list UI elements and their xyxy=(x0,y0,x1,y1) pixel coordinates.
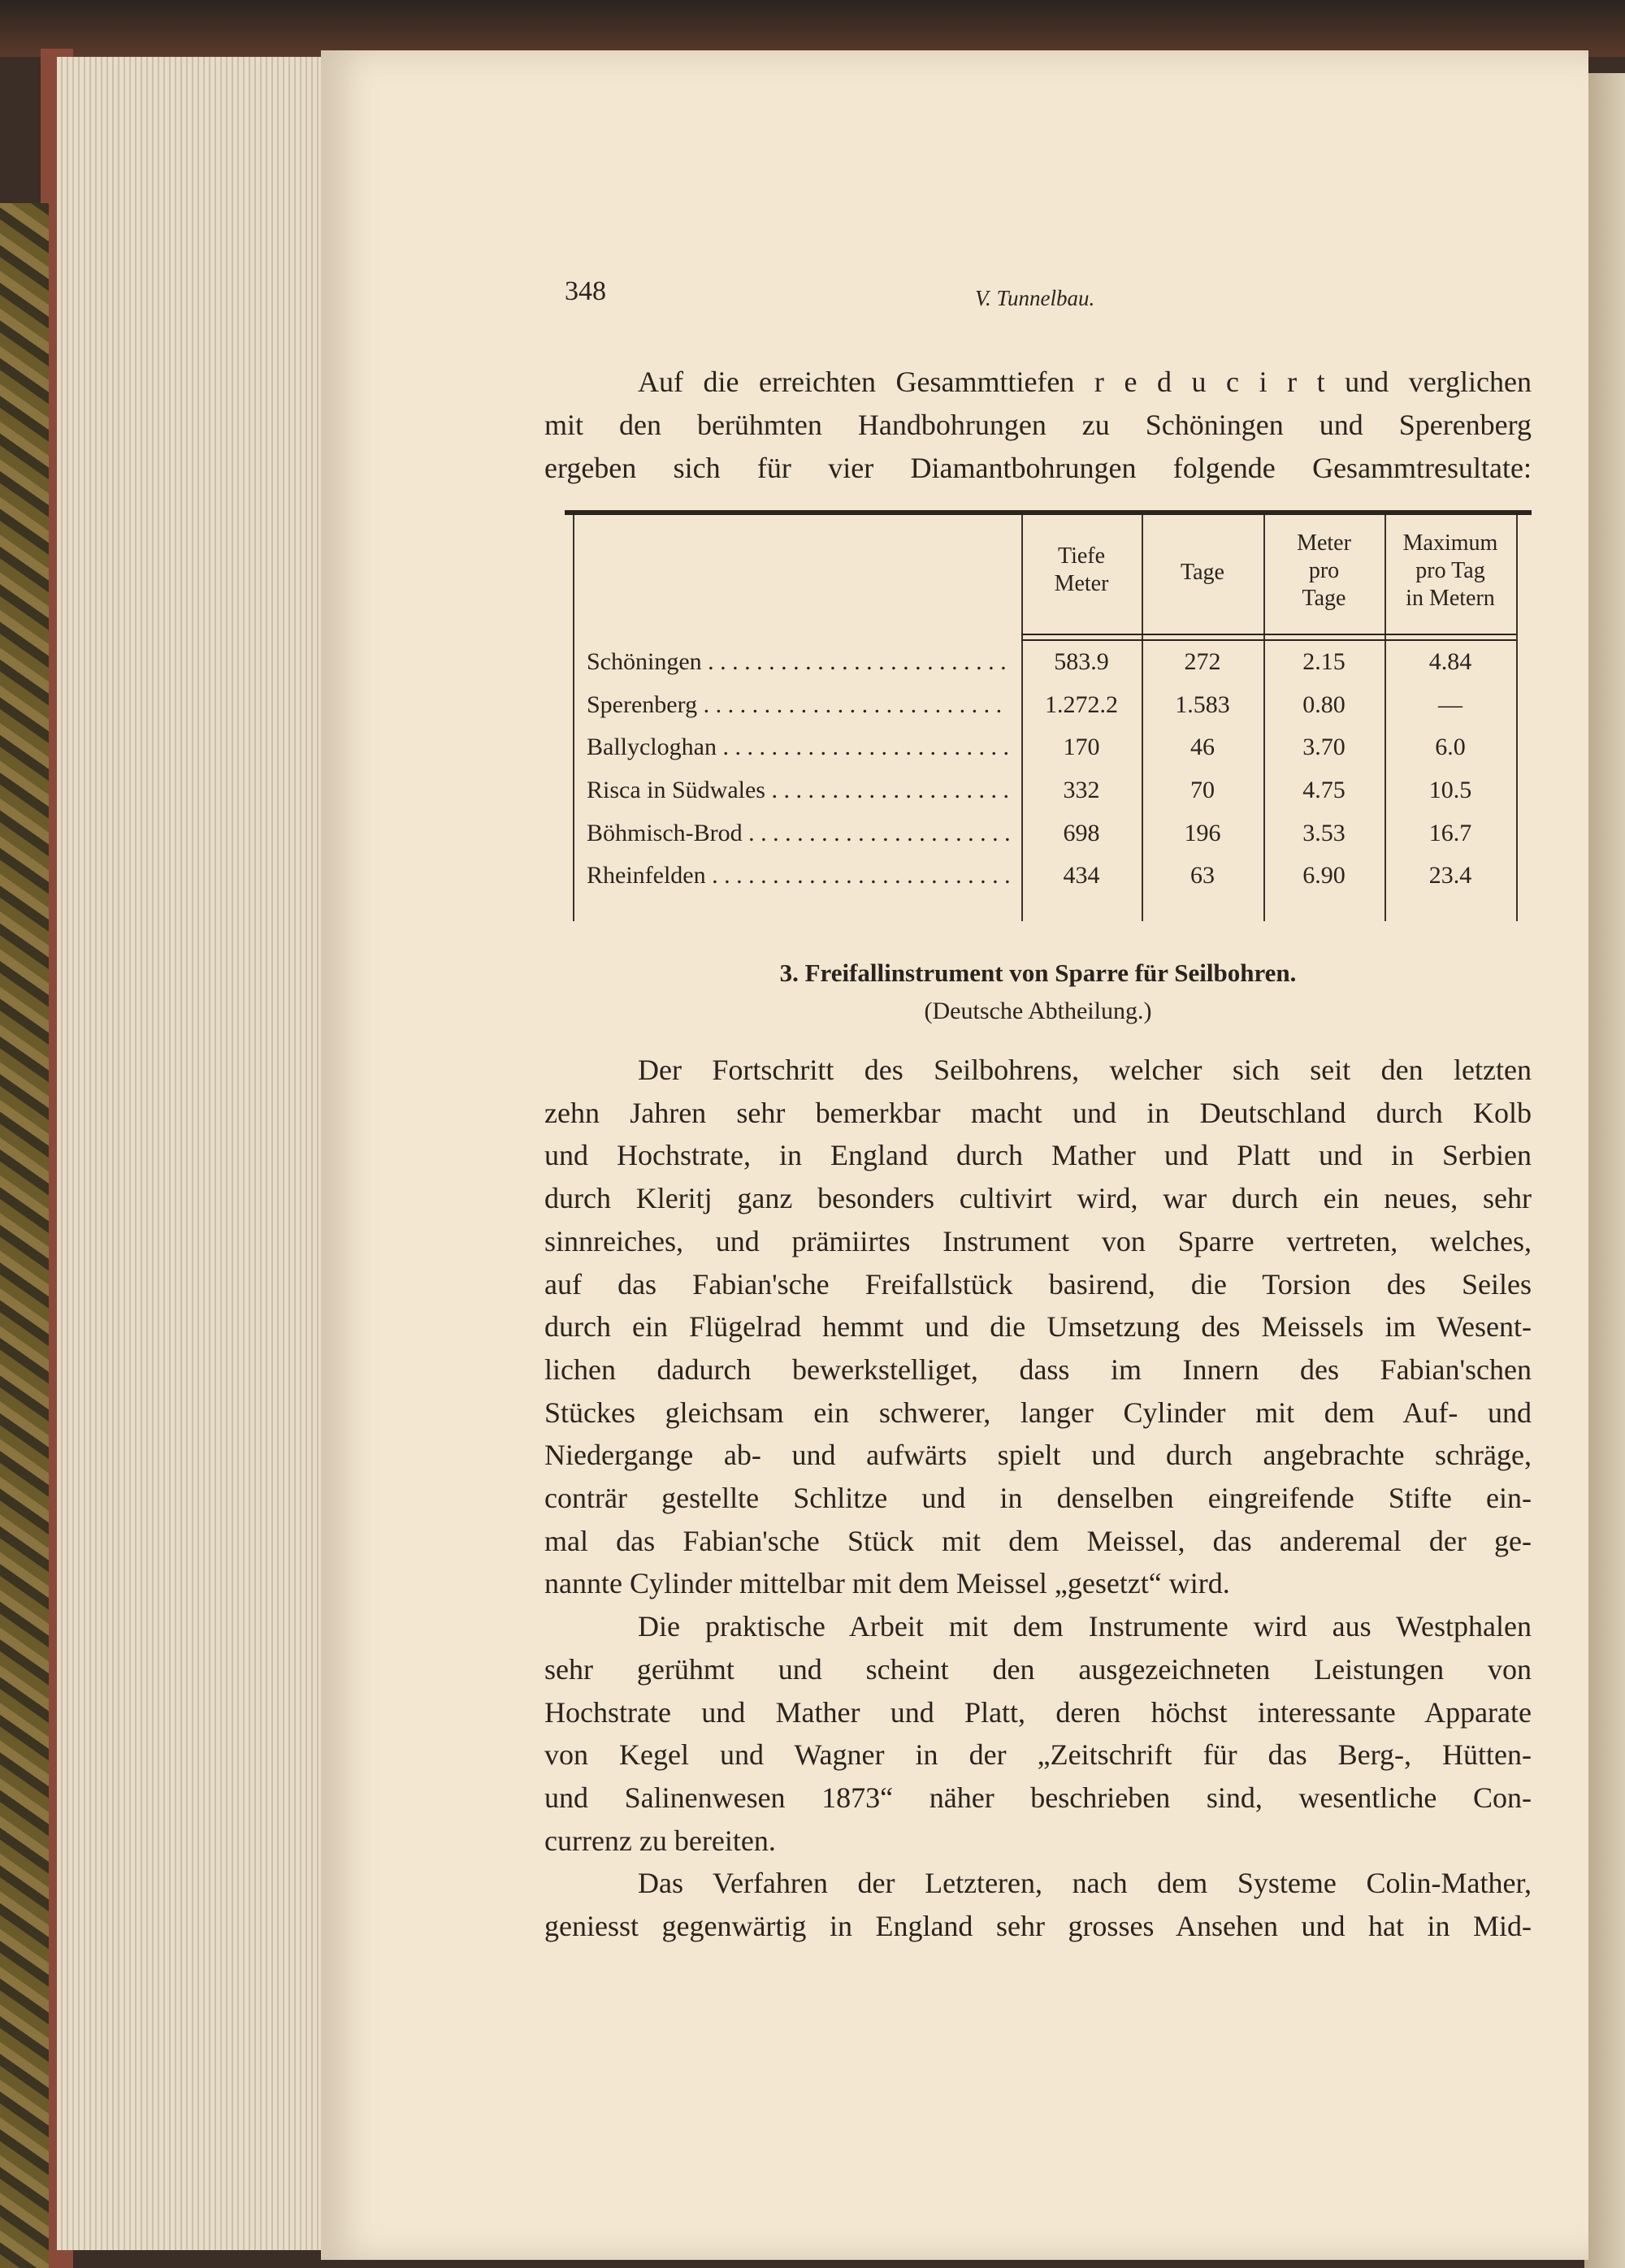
body-line: currenz zu bereiten. xyxy=(544,1824,776,1857)
body-line: Hochstrate und Mather und Platt, deren höchst interessante Apparate xyxy=(544,1695,1532,1729)
cell-maximum: 6.0 xyxy=(1435,734,1466,760)
row-name: Ballycloghan . . . xyxy=(587,731,1009,764)
cell-tage: 70 xyxy=(1190,777,1215,803)
row-name: Rheinfelden . . . xyxy=(587,859,1009,892)
cell-meter-pro-tage: 6.90 xyxy=(1302,862,1346,889)
cell-maximum: 4.84 xyxy=(1428,648,1472,675)
marbled-endpaper xyxy=(0,203,49,2268)
cell-tiefe: 583.9 xyxy=(1054,648,1109,675)
table-border xyxy=(1516,515,1518,921)
table-top-rule xyxy=(565,510,1532,515)
body-line: lichen dadurch bewerkstelliget, dass im Innern des Fabian'schen xyxy=(544,1353,1532,1386)
cell-tiefe: 170 xyxy=(1063,734,1100,760)
cell-tage: 196 xyxy=(1184,820,1221,846)
cell-meter-pro-tage: 3.70 xyxy=(1302,734,1346,760)
book-background xyxy=(0,0,1625,57)
body-line: conträr gestellte Schlitze und in denselben eingreifende Stifte ein- xyxy=(544,1482,1532,1514)
page-stack-edges xyxy=(57,57,325,2250)
section-subheading: (Deutsche Abtheilung.) xyxy=(924,998,1152,1024)
body-line: auf das Fabian'sche Freifallstück basirend, die Torsion des Seiles xyxy=(544,1267,1532,1301)
cell-tiefe: 1.272.2 xyxy=(1045,691,1118,718)
body-line: und Salinenwesen 1873“ näher beschrieben sind, wesentliche Con- xyxy=(544,1781,1532,1814)
page-number: 348 xyxy=(565,276,606,306)
row-name: Sperenberg . . . xyxy=(587,689,1009,721)
body-line: zehn Jahren sehr bemerkbar macht und in Deutschland durch Kolb xyxy=(544,1096,1532,1129)
body-line: Das Verfahren der Letzteren, nach dem Systeme Colin-Mather, xyxy=(638,1867,1532,1900)
header-tiefe: Tiefe Meter xyxy=(1054,543,1109,596)
body-line: Der Fortschritt des Seilbohrens, welcher sich seit den letzten xyxy=(638,1054,1532,1086)
body-line: von Kegel und Wagner in der „Zeitschrift für das Berg-, Hütten- xyxy=(544,1738,1532,1772)
cell-maximum: 10.5 xyxy=(1428,777,1472,803)
header-meter-pro-tage: Meter pro Tage xyxy=(1297,530,1351,611)
intro-line: mit den berühmten Handbohrungen zu Schöningen und Sperenberg xyxy=(544,409,1532,441)
body-line: mal das Fabian'sche Stück mit dem Meissel, das anderemal der ge- xyxy=(544,1524,1532,1557)
header-rule xyxy=(1021,639,1516,641)
row-name: Risca in Südwales . . . xyxy=(587,774,1009,807)
cell-maximum: 16.7 xyxy=(1428,820,1472,846)
intro-line: Auf die erreichten Gesammttiefen r e d u c i r t und verglichen xyxy=(638,366,1532,398)
body-line: Niedergange ab- und aufwärts spielt und durch angebrachte schräge, xyxy=(544,1439,1532,1472)
body-line: und Hochstrate, in England durch Mather und Platt und in Serbien xyxy=(544,1139,1532,1172)
cell-tiefe: 434 xyxy=(1063,862,1100,889)
body-line: sinnreiches, und prämiirtes Instrument von Sparre vertreten, welches, xyxy=(544,1224,1532,1257)
body-line: nannte Cylinder mittelbar mit dem Meissel „gesetzt“ wird. xyxy=(544,1567,1230,1600)
table-border xyxy=(573,515,574,921)
cell-tage: 1.583 xyxy=(1175,691,1230,718)
cell-tiefe: 332 xyxy=(1063,777,1100,803)
section-heading: 3. Freifallinstrument von Sparre für Seilbohren. xyxy=(779,959,1297,987)
header-tage: Tage xyxy=(1180,560,1224,585)
body-line: sehr gerühmt und scheint den ausgezeichneten Leistungen von xyxy=(544,1652,1532,1686)
cell-meter-pro-tage: 2.15 xyxy=(1302,648,1346,675)
cell-meter-pro-tage: 3.53 xyxy=(1302,820,1346,846)
cell-maximum: — xyxy=(1438,691,1462,718)
row-name: Böhmisch-Brod . . . xyxy=(587,817,1009,850)
intro-line: ergeben sich für vier Diamantbohrungen folgende Gesammtresultate: xyxy=(544,452,1532,484)
body-line: Die praktische Arbeit mit dem Instrumente wird aus Westphalen xyxy=(638,1610,1532,1643)
cell-meter-pro-tage: 0.80 xyxy=(1302,691,1346,718)
cell-tiefe: 698 xyxy=(1063,820,1100,846)
header-maximum: Maximum pro Tag in Metern xyxy=(1402,530,1498,611)
row-name: Schöningen . . . xyxy=(587,646,1009,678)
header-rule xyxy=(1021,634,1516,635)
body-line: durch ein Flügelrad hemmt und die Umsetzung des Meissels im Wesent- xyxy=(544,1310,1532,1344)
facing-page-edge xyxy=(1584,73,1625,2268)
body-line: durch Kleritj ganz besonders cultivirt wird, war durch ein neues, sehr xyxy=(544,1182,1532,1215)
body-line: geniesst gegenwärtig in England sehr grosses Ansehen und hat in Mid- xyxy=(544,1910,1532,1942)
cell-maximum: 23.4 xyxy=(1428,862,1472,889)
running-head: V. Tunnelbau. xyxy=(975,286,1095,310)
cell-tage: 272 xyxy=(1184,648,1221,675)
cell-tage: 46 xyxy=(1190,734,1215,760)
cell-meter-pro-tage: 4.75 xyxy=(1302,777,1346,803)
body-line: Stückes gleichsam ein schwerer, langer Cylinder mit dem Auf- und xyxy=(544,1396,1532,1429)
cell-tage: 63 xyxy=(1190,862,1215,889)
